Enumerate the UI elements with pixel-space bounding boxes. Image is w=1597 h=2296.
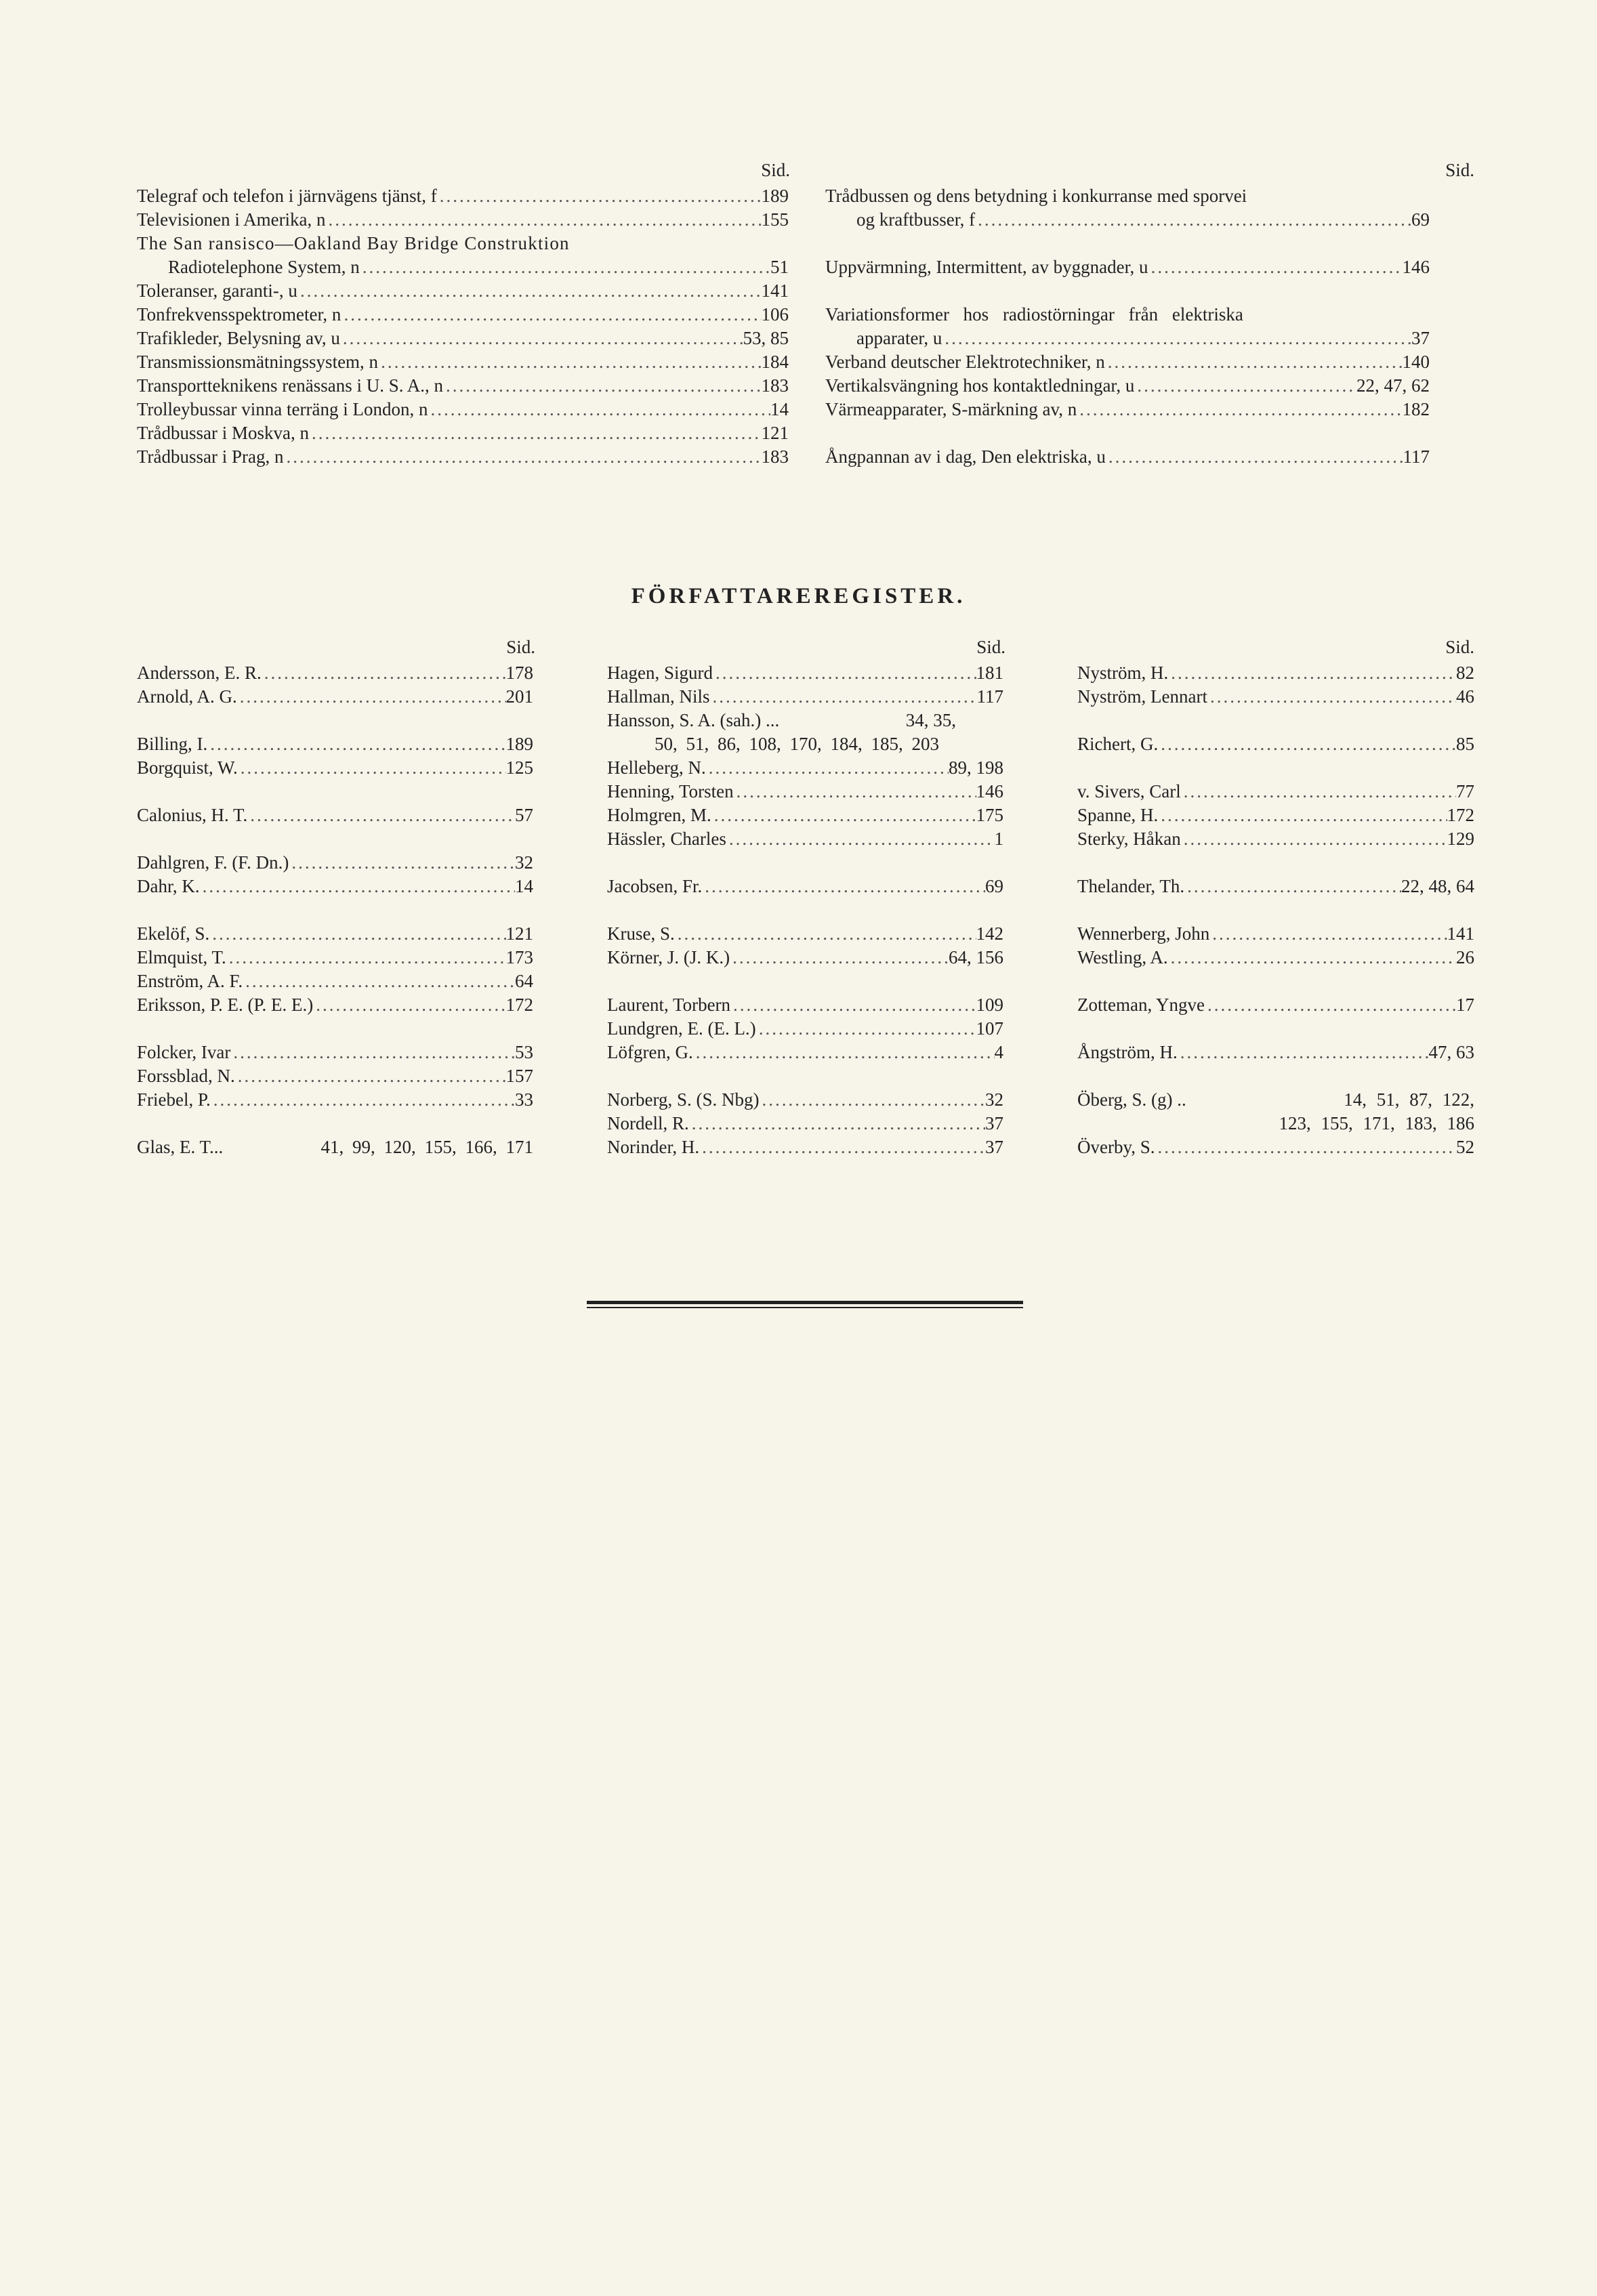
list-item (607, 709, 1003, 732)
entry-text: apparater, u (856, 328, 942, 348)
author-name: Laurent, Torbern (607, 995, 731, 1015)
list-item (607, 993, 1003, 1017)
list-item (1077, 780, 1474, 803)
list-item (137, 398, 789, 421)
list-item (137, 685, 533, 709)
list-item (1077, 661, 1474, 685)
author-pages: 4 (994, 1042, 1003, 1062)
double-rule-top (587, 1301, 1023, 1304)
author-pages: 178 (505, 663, 533, 683)
list-item (1077, 803, 1474, 827)
author-pages: 52 (1456, 1137, 1474, 1157)
list-item (137, 946, 533, 969)
author-pages: 107 (976, 1018, 1003, 1039)
author-name: Sterky, Håkan (1077, 829, 1181, 849)
list-item (1077, 946, 1474, 969)
list-item (607, 756, 1003, 780)
entry-page: 141 (761, 280, 789, 301)
author-pages: 26 (1456, 947, 1474, 967)
list-item (607, 1112, 1003, 1135)
author-name: Nordell, R. (607, 1113, 689, 1133)
entry-text: Transmissionsmätningssystem, n (137, 352, 379, 372)
author-pages: 85 (1456, 734, 1474, 754)
author-pages: 142 (976, 923, 1003, 944)
list-item (137, 732, 533, 756)
list-item (137, 255, 789, 279)
author-name: Glas, E. T... (137, 1137, 224, 1157)
list-item (825, 327, 1430, 350)
list-item (1077, 732, 1474, 756)
author-name: Folcker, Ivar (137, 1042, 231, 1062)
list-item (137, 803, 533, 827)
author-name: v. Sivers, Carl (1077, 781, 1181, 801)
author-name: Holmgren, M. (607, 805, 711, 825)
list-item (137, 875, 533, 898)
author-pages: 172 (505, 995, 533, 1015)
list-item (825, 303, 1430, 327)
author-pages: 32 (985, 1089, 1003, 1110)
author-pages: 123, 155, 171, 183, 186 (1279, 1113, 1474, 1133)
author-name: Kruse, S. (607, 923, 675, 944)
list-item (607, 875, 1003, 898)
entry-page: 121 (761, 423, 789, 443)
entry-page: 53, 85 (743, 328, 789, 348)
author-name: Friebel, P. (137, 1089, 211, 1110)
author-pages: 157 (505, 1066, 533, 1086)
list-item (607, 946, 1003, 969)
list-item (607, 685, 1003, 709)
entry-text: Variationsformer hos radiostörningar från elektriska (825, 304, 1243, 325)
author-column-1 (137, 661, 533, 1159)
entry-page: 182 (1402, 399, 1430, 419)
author-pages: 82 (1456, 663, 1474, 683)
author-name: Henning, Torsten (607, 781, 734, 801)
author-name: Överby, S. (1077, 1137, 1155, 1157)
author-name: Löfgren, G. (607, 1042, 693, 1062)
entry-text: Trådbussar i Moskva, n (137, 423, 310, 443)
author-name: Westling, A. (1077, 947, 1168, 967)
author-name: Nyström, Lennart (1077, 686, 1207, 707)
entry-page: 189 (761, 186, 789, 206)
double-rule-bottom (587, 1307, 1023, 1308)
author-name: Jacobsen, Fr. (607, 876, 703, 896)
list-item (825, 184, 1430, 208)
author-name: Thelander, Th. (1077, 876, 1185, 896)
author-name: Hansson, S. A. (sah.) ... (607, 710, 780, 730)
sid-header-subject-left: Sid. (761, 160, 790, 180)
entry-text: Toleranser, garanti-, u (137, 280, 297, 301)
author-name: Hagen, Sigurd (607, 663, 713, 683)
list-item (607, 1041, 1003, 1064)
author-name: Nyström, H. (1077, 663, 1169, 683)
author-pages: 201 (505, 686, 533, 707)
entry-page: 37 (1411, 328, 1430, 348)
entry-text: Vertikalsvängning hos kontaktledningar, u (825, 375, 1135, 396)
entry-page: 184 (761, 352, 789, 372)
list-item (607, 827, 1003, 851)
author-name: Helleberg, N. (607, 757, 706, 778)
list-item (607, 732, 1003, 756)
author-column-3 (1077, 661, 1474, 1159)
author-pages: 14, 51, 87, 122, (1344, 1089, 1474, 1110)
entry-page: 14 (770, 399, 789, 419)
list-item (1077, 922, 1474, 946)
author-pages: 47, 63 (1428, 1042, 1474, 1062)
sid-header-authors-1: Sid. (506, 637, 535, 657)
author-pages: 22, 48, 64 (1401, 876, 1474, 896)
entry-text: Transportteknikens renässans i U. S. A., n (137, 375, 443, 396)
author-pages: 189 (505, 734, 533, 754)
list-item (137, 1064, 533, 1088)
author-name: Dahr, K. (137, 876, 200, 896)
page-title: FÖRFATTAREREGISTER. (631, 584, 966, 608)
author-pages: 53 (515, 1042, 533, 1062)
author-pages: 141 (1447, 923, 1474, 944)
author-pages: 17 (1456, 995, 1474, 1015)
list-item (1077, 827, 1474, 851)
list-item (607, 1135, 1003, 1159)
author-name: Norberg, S. (S. Nbg) (607, 1089, 760, 1110)
list-item (825, 374, 1430, 398)
sid-header-authors-3: Sid. (1445, 637, 1474, 657)
author-name: Billing, I. (137, 734, 208, 754)
author-pages: 32 (515, 852, 533, 873)
list-item (1077, 1041, 1474, 1064)
author-name: Enström, A. F. (137, 971, 243, 991)
author-name: Borgquist, W. (137, 757, 238, 778)
list-item (1077, 1112, 1474, 1135)
list-item (825, 398, 1430, 421)
sid-header-authors-2: Sid. (976, 637, 1005, 657)
author-pages: 14 (515, 876, 533, 896)
list-item (137, 279, 789, 303)
author-name: Ekelöf, S. (137, 923, 210, 944)
author-pages: 64 (515, 971, 533, 991)
subject-index-left (137, 184, 789, 469)
author-name: Lundgren, E. (E. L.) (607, 1018, 756, 1039)
entry-text: Trådbussen og dens betydning i konkurranse med sporvei (825, 186, 1247, 206)
list-item (137, 922, 533, 946)
author-pages: 77 (1456, 781, 1474, 801)
list-item (607, 1017, 1003, 1041)
list-item (1077, 1088, 1474, 1112)
entry-page: 117 (1403, 446, 1430, 467)
author-name: Spanne, H. (1077, 805, 1159, 825)
list-item (137, 421, 789, 445)
entry-text: Trafikleder, Belysning av, u (137, 328, 340, 348)
list-item (137, 1088, 533, 1112)
author-name: Eriksson, P. E. (P. E. E.) (137, 995, 314, 1015)
author-pages: 57 (515, 805, 533, 825)
author-name: Calonius, H. T. (137, 805, 248, 825)
list-item (1077, 1135, 1474, 1159)
author-pages: 33 (515, 1089, 533, 1110)
author-pages: 69 (985, 876, 1003, 896)
list-item (137, 184, 789, 208)
author-pages: 175 (976, 805, 1003, 825)
list-item (607, 803, 1003, 827)
author-name: Andersson, E. R. (137, 663, 262, 683)
author-name: Wennerberg, John (1077, 923, 1210, 944)
list-item (607, 922, 1003, 946)
list-item (137, 1041, 533, 1064)
entry-text: Värmeapparater, S-märkning av, n (825, 399, 1077, 419)
author-pages: 129 (1447, 829, 1474, 849)
list-item (825, 350, 1430, 374)
entry-text: The San ransisco—Oakland Bay Bridge Construktion (137, 233, 570, 253)
list-item (137, 1135, 533, 1159)
entry-page: 155 (761, 209, 789, 230)
author-pages: 37 (985, 1137, 1003, 1157)
entry-page: 183 (761, 446, 789, 467)
entry-page: 140 (1402, 352, 1430, 372)
entry-text: Tonfrekvensspektrometer, n (137, 304, 341, 325)
author-pages: 117 (976, 686, 1003, 707)
list-item (825, 445, 1430, 469)
author-pages: 146 (976, 781, 1003, 801)
author-name: Forssblad, N. (137, 1066, 235, 1086)
author-name: Körner, J. (J. K.) (607, 947, 730, 967)
entry-text: Radiotelephone System, n (168, 257, 360, 277)
author-name: Elmquist, T. (137, 947, 226, 967)
entry-text: Verband deutscher Elektrotechniker, n (825, 352, 1105, 372)
entry-page: 22, 47, 62 (1356, 375, 1430, 396)
author-pages: 172 (1447, 805, 1474, 825)
entry-text: Uppvärmning, Intermittent, av byggnader, u (825, 257, 1148, 277)
entry-page: 106 (761, 304, 789, 325)
author-name: Arnold, A. G. (137, 686, 237, 707)
list-item (607, 661, 1003, 685)
author-name: Ångström, H. (1077, 1042, 1178, 1062)
author-pages: 64, 156 (949, 947, 1003, 967)
entry-page: 146 (1402, 257, 1430, 277)
author-pages: 37 (985, 1113, 1003, 1133)
author-name: 50, 51, 86, 108, 170, 184, 185, 203 (655, 734, 939, 754)
entry-text: Trolleybussar vinna terräng i London, n (137, 399, 428, 419)
author-name: Norinder, H. (607, 1137, 700, 1157)
entry-text: Telegraf och telefon i järnvägens tjänst, f (137, 186, 437, 206)
author-name: Öberg, S. (g) .. (1077, 1089, 1186, 1110)
list-item (137, 969, 533, 993)
author-name: Hallman, Nils (607, 686, 710, 707)
entry-page: 183 (761, 375, 789, 396)
list-item (137, 374, 789, 398)
author-pages: 89, 198 (949, 757, 1003, 778)
author-pages: 125 (505, 757, 533, 778)
list-item (1077, 875, 1474, 898)
author-pages: 173 (505, 947, 533, 967)
author-name: Dahlgren, F. (F. Dn.) (137, 852, 289, 873)
author-pages: 121 (505, 923, 533, 944)
list-item (137, 756, 533, 780)
entry-text: Ångpannan av i dag, Den elektriska, u (825, 446, 1106, 467)
subject-index-right (825, 184, 1430, 469)
author-name: Hässler, Charles (607, 829, 726, 849)
list-item (137, 303, 789, 327)
list-item (137, 993, 533, 1017)
list-item (607, 780, 1003, 803)
entry-page: 51 (770, 257, 789, 277)
author-pages: 181 (976, 663, 1003, 683)
author-pages: 41, 99, 120, 155, 166, 171 (320, 1137, 533, 1157)
list-item (825, 208, 1430, 232)
entry-text: Televisionen i Amerika, n (137, 209, 326, 230)
list-item (137, 661, 533, 685)
list-item (1077, 993, 1474, 1017)
entry-page: 69 (1411, 209, 1430, 230)
author-pages: 1 (994, 829, 1003, 849)
author-pages: 46 (1456, 686, 1474, 707)
author-name: Zotteman, Yngve (1077, 995, 1205, 1015)
list-item (137, 445, 789, 469)
list-item (137, 208, 789, 232)
list-item (137, 327, 789, 350)
list-item (137, 851, 533, 875)
list-item (1077, 685, 1474, 709)
sid-header-subject-right: Sid. (1445, 160, 1474, 180)
list-item (137, 350, 789, 374)
author-column-2 (607, 661, 1003, 1159)
author-pages: 109 (976, 995, 1003, 1015)
list-item (825, 255, 1430, 279)
entry-text: og kraftbusser, f (856, 209, 976, 230)
list-item (607, 1088, 1003, 1112)
author-pages: 34, 35, (905, 710, 956, 730)
author-name: Richert, G. (1077, 734, 1159, 754)
list-item (137, 232, 789, 255)
entry-text: Trådbussar i Prag, n (137, 446, 284, 467)
